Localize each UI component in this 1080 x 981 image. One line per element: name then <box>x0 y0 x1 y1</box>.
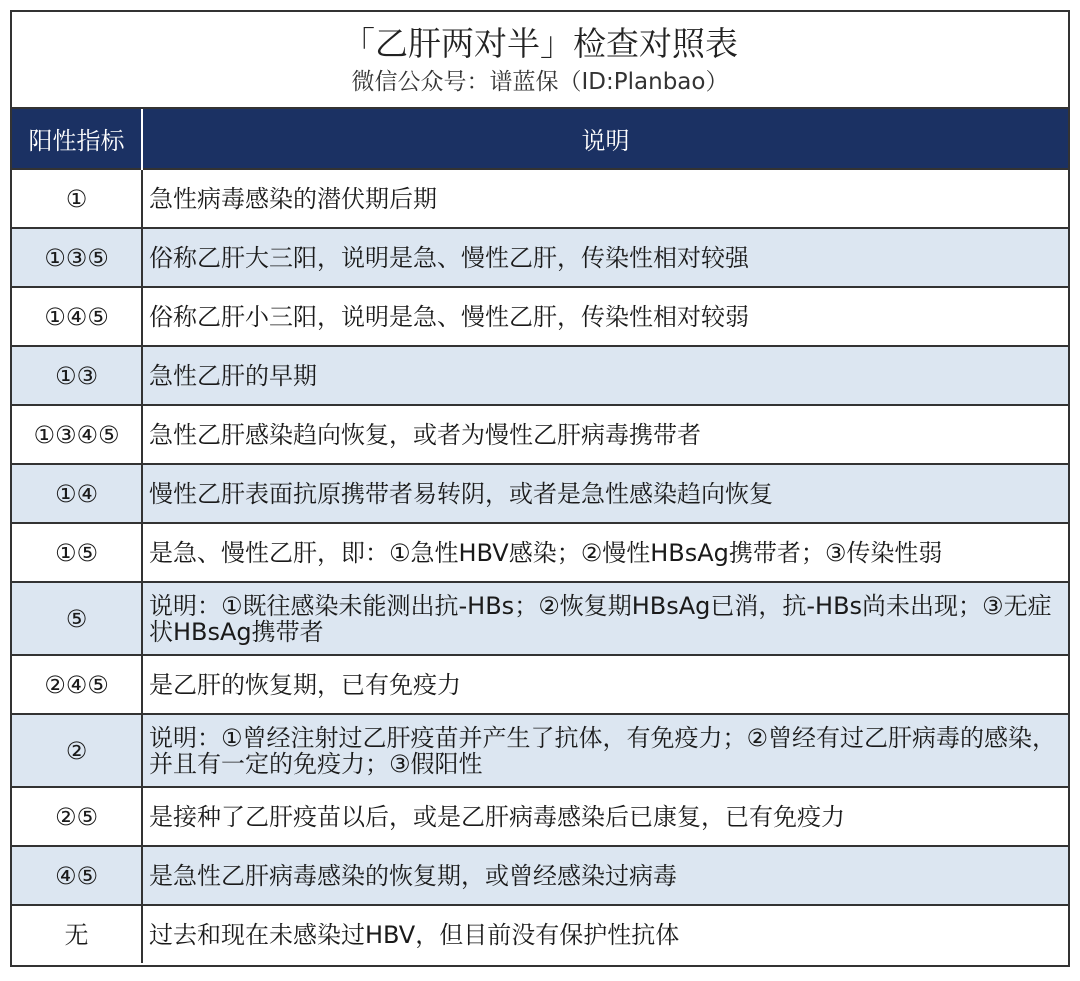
indicator-cell: ②⑤ <box>12 787 142 846</box>
description-cell: 急性病毒感染的潜伏期后期 <box>142 169 1068 228</box>
description-cell: 是接种了乙肝疫苗以后，或是乙肝病毒感染后已康复，已有免疫力 <box>142 787 1068 846</box>
table-row <box>12 228 1068 287</box>
page-subtitle: 微信公众号：谱蓝保（ID:Planbao） <box>351 69 729 95</box>
indicator-cell: ①④ <box>12 464 142 523</box>
indicator-cell: ② <box>12 714 142 787</box>
description-cell: 俗称乙肝小三阳，说明是急、慢性乙肝，传染性相对较弱 <box>142 287 1068 346</box>
table-row <box>12 655 1068 714</box>
table-row <box>12 287 1068 346</box>
description-cell: 是急性乙肝病毒感染的恢复期，或曾经感染过病毒 <box>142 846 1068 905</box>
indicator-cell: ②④⑤ <box>12 655 142 714</box>
indicator-cell: ① <box>12 169 142 228</box>
table-row <box>12 169 1068 228</box>
description-cell: 过去和现在未感染过HBV，但目前没有保护性抗体 <box>142 905 1068 963</box>
indicator-cell: ①⑤ <box>12 523 142 582</box>
table-row <box>12 905 1068 963</box>
description-cell: 说明：①曾经注射过乙肝疫苗并产生了抗体，有免疫力；②曾经有过乙肝病毒的感染，并且有一定的免疫力；③假阳性 <box>142 714 1068 787</box>
description-cell: 是急、慢性乙肝，即：①急性HBV感染；②慢性HBsAg携带者；③传染性弱 <box>142 523 1068 582</box>
table-row <box>12 464 1068 523</box>
table-row <box>12 714 1068 787</box>
table-header-row <box>12 109 1068 169</box>
table-row <box>12 787 1068 846</box>
page-title: 「乙肝两对半」检查对照表 <box>342 24 738 63</box>
indicator-cell: 无 <box>12 905 142 963</box>
title-box <box>12 12 1068 109</box>
header-indicator: 阳性指标 <box>12 109 142 169</box>
indicator-cell: ①④⑤ <box>12 287 142 346</box>
description-cell: 俗称乙肝大三阳，说明是急、慢性乙肝，传染性相对较强 <box>142 228 1068 287</box>
table-row <box>12 346 1068 405</box>
data-table <box>12 109 1068 963</box>
comparison-table-sheet <box>10 10 1070 967</box>
indicator-cell: ①③④⑤ <box>12 405 142 464</box>
indicator-cell: ⑤ <box>12 582 142 655</box>
table-row <box>12 582 1068 655</box>
description-cell: 急性乙肝感染趋向恢复，或者为慢性乙肝病毒携带者 <box>142 405 1068 464</box>
indicator-cell: ①③⑤ <box>12 228 142 287</box>
description-cell: 慢性乙肝表面抗原携带者易转阴，或者是急性感染趋向恢复 <box>142 464 1068 523</box>
description-cell: 说明：①既往感染未能测出抗-HBs；②恢复期HBsAg已消，抗-HBs尚未出现；③无症状HBsAg携带者 <box>142 582 1068 655</box>
table-row <box>12 405 1068 464</box>
indicator-cell: ④⑤ <box>12 846 142 905</box>
description-cell: 是乙肝的恢复期，已有免疫力 <box>142 655 1068 714</box>
table-row <box>12 523 1068 582</box>
table-row <box>12 846 1068 905</box>
description-cell: 急性乙肝的早期 <box>142 346 1068 405</box>
header-description: 说明 <box>142 109 1068 169</box>
indicator-cell: ①③ <box>12 346 142 405</box>
